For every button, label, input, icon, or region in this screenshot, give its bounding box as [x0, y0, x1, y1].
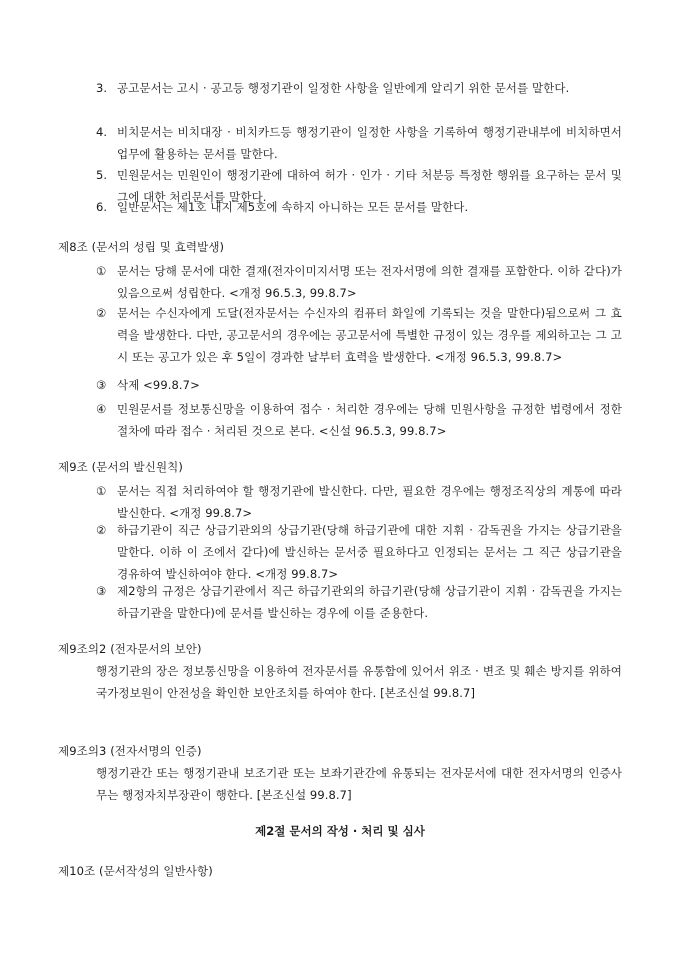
article-heading: 제9조의2 (전자문서의 보안) — [58, 642, 202, 656]
list-item — [96, 196, 622, 218]
list-item-number: 4. — [96, 125, 108, 139]
clause-text: 하급기관이 직근 상급기관외의 상급기관(당해 하급기관에 대한 지휘 · 감독권을 가지는 상급기관을 말한다. 이하 이 조에서 같다)에 발신하는 문서중 필요하다고 인정되는 문서는 그 직근 상급기관을 경유하여 발신하여야 한다. <개정 99.8.7> — [117, 523, 622, 581]
clause-item — [96, 374, 622, 396]
clause-item — [96, 519, 622, 585]
list-item-text: 일반문서는 제1호 내지 제5호에 속하지 아니하는 모든 문서를 말한다. — [117, 200, 469, 214]
article-heading: 제9조의3 (전자서명의 인증) — [58, 744, 202, 758]
list-item — [96, 77, 622, 99]
clause-number: ① — [96, 484, 107, 498]
clause-number: ④ — [96, 402, 107, 416]
list-item — [96, 121, 622, 165]
clause-item — [96, 260, 622, 304]
clause-item — [96, 398, 622, 442]
list-item-number: 5. — [96, 168, 108, 182]
clause-item — [96, 480, 622, 524]
article-heading: 제8조 (문서의 성립 및 효력발생) — [58, 240, 225, 254]
clause-item — [96, 580, 622, 624]
article-heading: 제10조 (문서작성의 일반사항) — [58, 864, 213, 878]
clause-text: 문서는 직접 처리하여야 할 행정기관에 발신한다. 다만, 필요한 경우에는 행정조직상의 계통에 따라 발신한다. <개정 99.8.7> — [117, 484, 622, 520]
article-body: 행정기관간 또는 행정기관내 보조기관 또는 보좌기관간에 유통되는 전자문서에 대한 전자서명의 인증사무는 행정자치부장관이 행한다. [본조신설 99.8.7] — [96, 766, 622, 802]
clause-item — [96, 302, 622, 368]
clause-number: ③ — [96, 378, 107, 392]
clause-text: 제2항의 규정은 상급기관에서 직근 하급기관외의 하급기관(당해 상급기관이 지휘 · 감독권을 가지는 하급기관을 말한다)에 문서를 발신하는 경우에 이를 준용한다. — [117, 584, 622, 620]
clause-number: ③ — [96, 584, 107, 598]
clause-number: ② — [96, 306, 107, 320]
clause-text: 문서는 수신자에게 도달(전자문서는 수신자의 컴퓨터 화일에 기록되는 것을 말한다)됨으로써 그 효력을 발생한다. 다만, 공고문서의 경우에는 공고문서에 특별한 규정이 있는 경우를 제외하고는 그 고시 또는 공고가 있은 후 5일이 경과한 날부터 효력을 발생한다. <개정 96.5.3, 99.8.7> — [117, 306, 622, 364]
clause-text: 삭제 <99.8.7> — [117, 378, 200, 392]
clause-number: ② — [96, 523, 107, 537]
clause-number: ① — [96, 264, 107, 278]
list-item-number: 3. — [96, 81, 108, 95]
article-body: 행정기관의 장은 정보통신망을 이용하여 전자문서를 유통함에 있어서 위조 · 변조 및 훼손 방지를 위하여 국가정보원이 안전성을 확인한 보안조치를 하여야 한다. [본조신설 99.8.7] — [96, 664, 622, 700]
article-heading: 제9조 (문서의 발신원칙) — [58, 460, 183, 474]
list-item-text: 비치문서는 비치대장 · 비치카드등 행정기관이 일정한 사항을 기록하여 행정기관내부에 비치하면서 업무에 활용하는 문서를 말한다. — [117, 125, 622, 161]
list-item-number: 6. — [96, 200, 108, 214]
clause-text: 민원문서를 정보통신망을 이용하여 접수 · 처리한 경우에는 당해 민원사항을 규정한 법령에서 정한 절차에 따라 접수 · 처리된 것으로 본다. <신설 96.5.3, 99.8.7> — [117, 402, 622, 438]
list-item-text: 민원문서는 민원인이 행정기관에 대하여 허가 · 인가 · 기타 처분등 특정한 행위를 요구하는 문서 및 그에 대한 처리문서를 말한다. — [117, 168, 622, 204]
section-title: 제2절 문서의 작성 · 처리 및 심사 — [255, 824, 425, 838]
clause-text: 문서는 당해 문서에 대한 결재(전자이미지서명 또는 전자서명에 의한 결재를 포함한다. 이하 같다)가 있음으로써 성립한다. <개정 96.5.3, 99.8.7> — [117, 264, 622, 300]
list-item-text: 공고문서는 고시 · 공고등 행정기관이 일정한 사항을 일반에게 알리기 위한 문서를 말한다. — [117, 81, 570, 95]
